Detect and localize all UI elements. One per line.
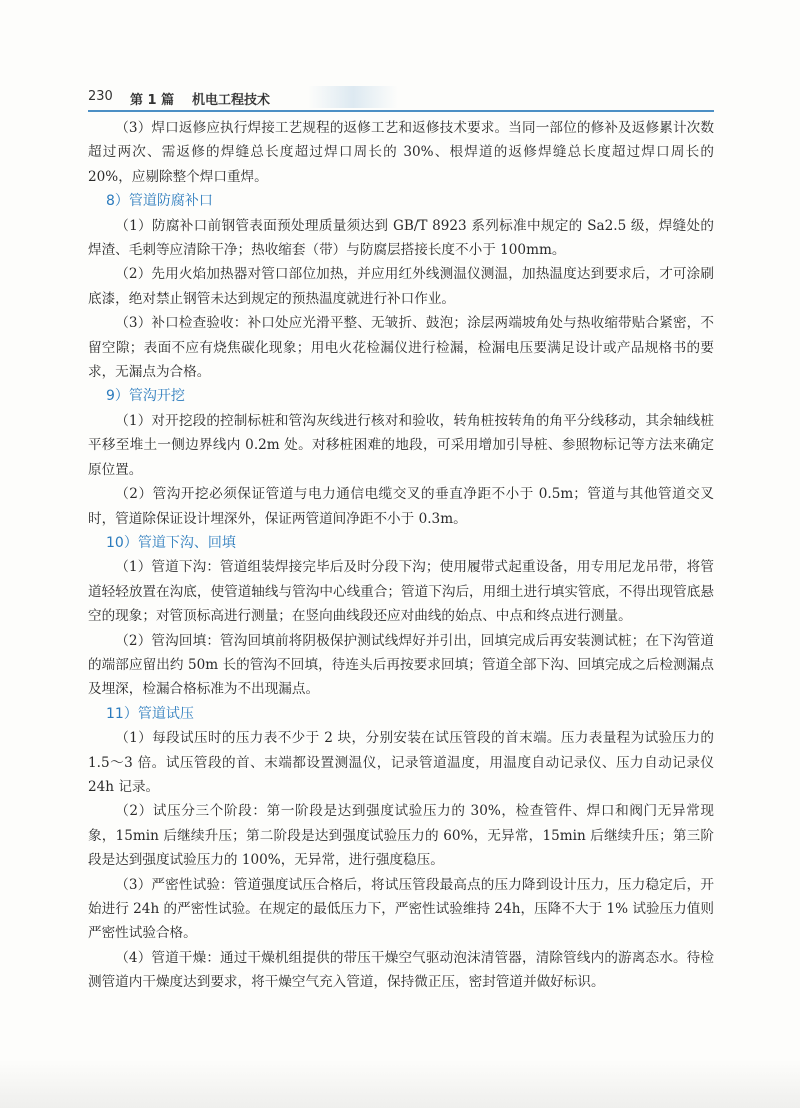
section-heading-pressure-test: 11）管道试压: [106, 705, 194, 722]
part-label: 第 1 篇: [130, 93, 175, 108]
paragraph-anticorrosion-3: （3）补口检查验收：补口处应光滑平整、无皱折、鼓泡；涂层两端坡角处与热收缩带贴合紧密，不留空隙；表面不应有烧焦碳化现象；用电火花检漏仪进行检漏，检漏电压要满足设计或产品规格书的要求，无漏点为合格。: [88, 315, 714, 381]
paragraph-pressure-2: （2）试压分三个阶段：第一阶段是达到强度试验压力的 30%，检查管件、焊口和阀门无异常现象，15min 后继续升压；第二阶段是达到强度试验压力的 60%，无异常，15min 后继续升压；第三阶段是达到强度试验压力的 100%，无异常，进行强度稳压。: [88, 803, 714, 869]
paragraph-trench-1: （1）对开挖段的控制标桩和管沟灰线进行核对和验收，转角桩按转角的角平分线移动，其余轴线桩平移至堆土一侧边界线内 0.2m 处。对移桩困难的地段，可采用增加引导桩、参照物标记等方法来确定原位置。: [88, 412, 714, 478]
section-heading-trench-excavation: 9）管沟开挖: [106, 388, 185, 405]
paragraph-anticorrosion-1: （1）防腐补口前钢管表面预处理质量须达到 GB/T 8923 系列标准中规定的 Sa2.5 级，焊缝处的焊渣、毛刺等应清除干净；热收缩套（带）与防腐层搭接长度不小于 100mm。: [88, 217, 714, 259]
paragraph-backfill: （2）管沟回填：管沟回填前将阴极保护测试线焊好并引出，回填完成后再安装测试桩；在下沟管道的端部应留出约 50m 长的管沟不回填，待连头后再按要求回填；管道全部下沟、回填完成之后检测漏点及埋深，检漏合格标准为不出现漏点。: [88, 632, 714, 698]
section-heading-anticorrosion: 8）管道防腐补口: [106, 193, 213, 210]
paragraph-anticorrosion-2: （2）先用火焰加热器对管口部位加热，并应用红外线测温仪测温，加热温度达到要求后，才可涂刷底漆，绝对禁止钢管未达到规定的预热温度就进行补口作业。: [88, 266, 714, 307]
paragraph-pressure-4: （4）管道干燥：通过干燥机组提供的带压干燥空气驱动泡沫清管器，清除管线内的游离态水。待检测管道内干燥度达到要求，将干燥空气充入管道，保持微正压，密封管道并做好标识。: [88, 949, 714, 991]
running-header: [88, 86, 714, 112]
paragraph-pressure-1: （1）每段试压时的压力表不少于 2 块，分别安装在试压管段的首末端。压力表量程为试验压力的 1.5～3 倍。试压管段的首、末端都设置测温仪，记录管道温度，用温度自动记录仪、压力自动记录仪 24h 记录。: [88, 730, 714, 795]
paragraph-pressure-3: （3）严密性试验：管道强度试压合格后，将试压管段最高点的压力降到设计压力，压力稳定后，开始进行 24h 的严密性试验。在规定的最低压力下，严密性试验维持 24h，压降不大于 1% 试验压力值则严密性试验合格。: [88, 876, 714, 942]
paragraph-trench-2: （2）管沟开挖必须保证管道与电力通信电缆交叉的垂直净距不小于 0.5m；管道与其他管道交叉时，管道除保证设计埋深外，保证两管道间净距不小于 0.3m。: [88, 486, 714, 527]
header-accent-band: [308, 86, 398, 108]
chapter-title: 机电工程技术: [192, 93, 271, 108]
paragraph-weld-repair: （3）焊口返修应执行焊接工艺规程的返修工艺和返修技术要求。当同一部位的修补及返修累计次数超过两次、需返修的焊缝总长度超过焊口周长的 30%、根焊道的返修焊缝总长度超过焊口周长的 20%，应剔除整个焊口重焊。: [88, 120, 714, 185]
page-number: 230: [88, 89, 113, 104]
body-text: [88, 116, 714, 995]
section-heading-lowering-backfill: 10）管道下沟、回填: [106, 534, 236, 551]
paragraph-lowering: （1）管道下沟：管道组装焊接完毕后及时分段下沟；使用履带式起重设备，用专用尼龙吊带，将管道轻轻放置在沟底，使管道轴线与管沟中心线重合；管道下沟后，用细土进行填实管底，不得出现管底悬空的现象；对管顶标高进行测量；在竖向曲线段还应对曲线的始点、中点和终点进行测量。: [88, 559, 714, 625]
page-bottom-shade: [0, 1060, 800, 1108]
